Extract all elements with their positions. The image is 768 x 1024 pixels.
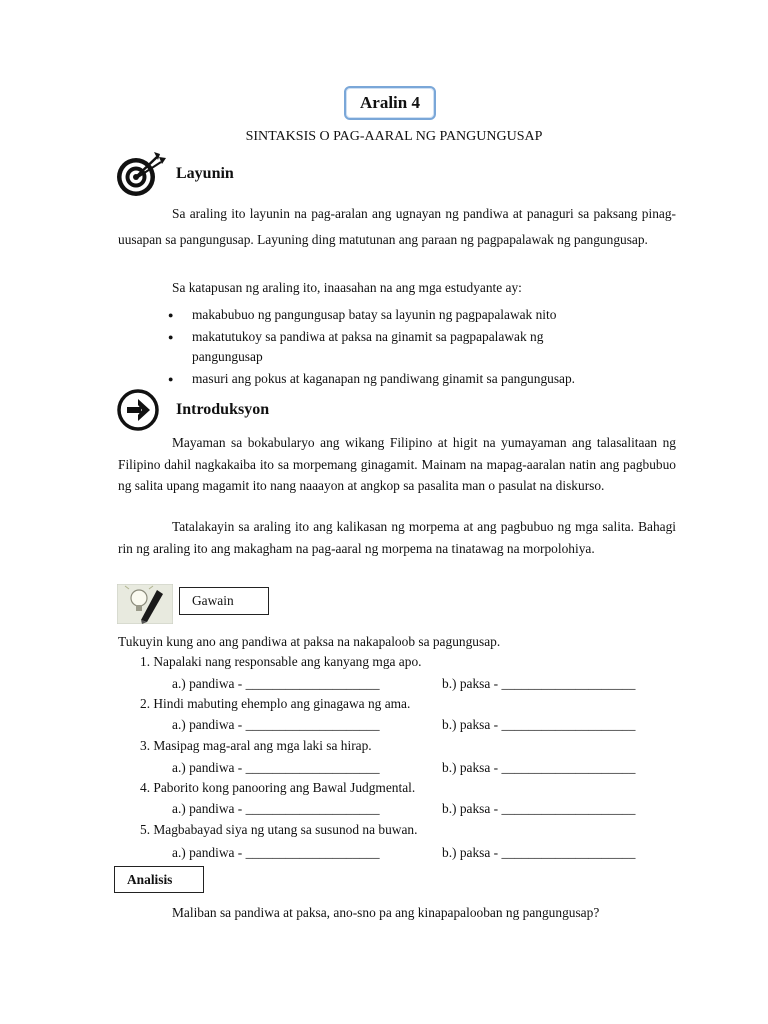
question-5: 5. Magbabayad siya ng utang sa susunod na buwan. xyxy=(140,822,418,837)
layunin-bullet-list xyxy=(168,305,648,389)
question-1: 1. Napalaki nang responsable ang kanyang mga apo. xyxy=(140,654,422,669)
gawain-heading-box xyxy=(179,587,269,615)
answer-row-4 xyxy=(172,801,672,817)
pandiwa-blank-5[interactable]: a.) pandiwa - ____________________ xyxy=(172,845,380,860)
list-item: ● masuri ang pokus at kaganapan ng pandiwang ginamit sa pangungusap. xyxy=(168,369,648,389)
arrow-circle-icon xyxy=(116,388,160,432)
answer-row-2 xyxy=(172,717,672,733)
question-4: 4. Paborito kong panooring ang Bawal Judgmental. xyxy=(140,780,416,795)
paksa-blank-2[interactable]: b.) paksa - ____________________ xyxy=(442,717,636,732)
introduksyon-paragraph-1: Mayaman sa bokabularyo ang wikang Filipino at higit na yumayaman ang talasalitaan ng Filipino dahil nagkakaiba ito sa morpemang ginagamit. Mainam na mapag-aaralan natin ang pagbubuo ng salita upang magamit ito nang naaayon at angkop sa pasalita man o pasulat na diskurso. xyxy=(118,435,676,493)
paksa-blank-4[interactable]: b.) paksa - ____________________ xyxy=(442,801,636,816)
pandiwa-blank-4[interactable]: a.) pandiwa - ____________________ xyxy=(172,801,380,816)
answer-row-5 xyxy=(172,845,672,861)
gawain-heading: Gawain xyxy=(192,593,234,608)
pandiwa-blank-2[interactable]: a.) pandiwa - ____________________ xyxy=(172,717,380,732)
layunin-heading: Layunin xyxy=(176,165,234,182)
lightbulb-pen-icon xyxy=(117,584,173,624)
introduksyon-paragraph-2: Tatalakayin sa araling ito ang kalikasan ng morpema at ang pagbubuo ng mga salita. Bahagi rin ng araling ito ang makagham na pag-aaral ng morpema na tinatawag na morpolohiya. xyxy=(118,519,676,556)
paksa-blank-5[interactable]: b.) paksa - ____________________ xyxy=(442,845,636,860)
lesson-title-text: Aralin 4 xyxy=(360,93,420,112)
paksa-blank-1[interactable]: b.) paksa - ____________________ xyxy=(442,676,636,691)
analisis-heading-box xyxy=(114,866,204,893)
question-2: 2. Hindi mabuting ehemplo ang ginagawa ng ama. xyxy=(140,696,411,711)
introduksyon-heading: Introduksyon xyxy=(176,401,270,418)
analisis-question: Maliban sa pandiwa at paksa, ano-sno pa ang kinapapalooban ng pangungusap? xyxy=(172,905,600,920)
list-item: ● makatutukoy sa pandiwa at paksa na ginamit sa pagpapalawak ng pangungusap xyxy=(168,327,612,367)
lesson-title xyxy=(344,86,436,120)
answer-row-3 xyxy=(172,760,672,776)
layunin-paragraph: Sa araling ito layunin na pag-aralan ang ugnayan ng pandiwa at panaguri sa paksang pinag-uusapan sa pangungusap. Layuning ding matutunan ang paraan ng pagpapalawak ng pangungusap. xyxy=(118,206,676,247)
target-icon xyxy=(114,148,168,200)
pandiwa-blank-3[interactable]: a.) pandiwa - ____________________ xyxy=(172,760,380,775)
list-item: ● makabubuo ng pangungusap batay sa layunin ng pagpapalawak nito xyxy=(168,305,648,325)
answer-row-1 xyxy=(172,676,672,692)
pandiwa-blank-1[interactable]: a.) pandiwa - ____________________ xyxy=(172,676,380,691)
question-3: 3. Masipag mag-aral ang mga laki sa hirap. xyxy=(140,738,372,753)
layunin-expectation: Sa katapusan ng araling ito, inaasahan na ang mga estudyante ay: xyxy=(172,280,522,295)
analisis-heading: Analisis xyxy=(127,871,173,887)
paksa-blank-3[interactable]: b.) paksa - ____________________ xyxy=(442,760,636,775)
lesson-subtitle: SINTAKSIS O PAG-AARAL NG PANGUNGUSAP xyxy=(245,129,543,144)
gawain-instruction: Tukuyin kung ano ang pandiwa at paksa na nakapaloob sa pagungusap. xyxy=(118,634,501,649)
